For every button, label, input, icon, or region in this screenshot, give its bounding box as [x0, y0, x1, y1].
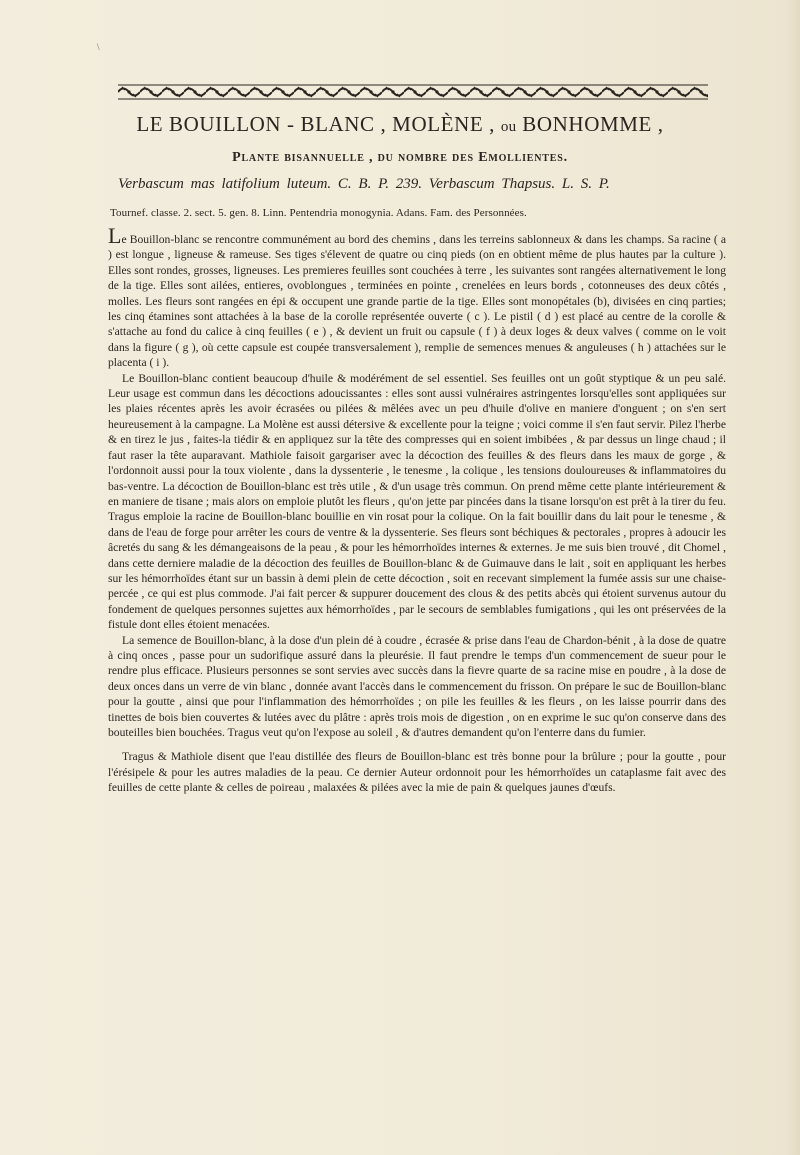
- title-main: LE BOUILLON - BLANC , MOLÈNE ,: [136, 112, 501, 136]
- page-mark: \: [97, 42, 100, 52]
- paragraph-2: Le Bouillon-blanc contient beaucoup d'huile & modérément de sel essentiel. Ses feuilles ont un goût styptique & un peu salé. Leur usage est commun dans les décoctions adoucissantes : elles sont aussi vulnéraires astringentes lorsqu'elles sont appliquées sur les plaies récentes après les avoir écrasées ou pilées & mêlées avec un peu d'huile d'olive en maniere d'onguent ; on s'en sert heureusement à la campagne. La Molène est aussi détersive & excellente pour la teigne ; voici comme il s'en faut servir. Pilez l'herbe & en tirez le jus , faites-la tiédir & en appliquez sur la tête des compresses qui en soient imbibées , & par dessus un linge chaud ; il faut raser la tête auparavant. Mathiole faisoit gargariser avec la décoction des feuilles & des fleurs dans les maux de gorge , & l'ordonnoit aussi pour la toux violente , dans la dyssenterie , le tenesme , la colique , les tensions douloureuses & inflammatoires du bas-ventre. La décoction de Bouillon-blanc est très utile , & d'un usage très commun. On prend même cette plante intérieurement & en maniere de tisane ; mais alors on emploie plutôt les fleurs , qu'on jette par pincées dans la tisane lorsqu'on est prêt à la tirer du feu. Tragus emploie la racine de Bouillon-blanc bouillie en vin rosat pour la colique. On la fait bouillir dans du lait pour le tenesme , & dans de l'eau de forge pour arrêter les cours de ventre & la dyssenterie. Ses fleurs sont béchiques & pectorales , propres à adoucir les âcretés du sang & les démangeaisons de la peau , & pour les hémorrhoïdes internes & externes. Je me suis bien trouvé , dit Chomel , dans cette derniere maladie de la décoction des feuilles de Bouillon-blanc & de Guimauve dans le lait , soit en appliquant les herbes sur les hémorrhoïdes étant sur un bassin à demi plein de cette décoction , soit en recevant simplement la fumée assis sur une chaise-percée , ce qui est plus commode. J'ai fait percer & suppurer doucement des clous & des petits abcès qui étoient survenus autour du fondement de quelques personnes sujettes aux hémorrhoïdes , par le secours de semblables fumigations , qui les ont préservées de la fistule dont elles étoient menacées.: [108, 371, 726, 632]
- page-edge-shadow: [786, 0, 800, 1155]
- title-connector: ou: [500, 119, 517, 135]
- article-body: [108, 223, 726, 796]
- title-end: BONHOMME ,: [516, 112, 664, 136]
- header-ornament: [118, 84, 708, 100]
- page-title: [0, 112, 800, 137]
- page-subtitle: Plante bisannuelle , du nombre des Emollientes.: [232, 150, 568, 165]
- botanical-synonyms: Verbascum mas latifolium luteum. C. B. P. 239. Verbascum Thapsus. L. S. P.: [118, 176, 610, 192]
- paragraph-3: La semence de Bouillon-blanc, à la dose d'un plein dé à coudre , écrasée & prise dans l'eau de Chardon-bénit , à la dose de quatre à cinq onces , passe pour un sudorifique assuré dans la pleurésie. Il faut prendre le temps d'un commencement de sueur pour le rendre plus efficace. Plusieurs personnes se sont servies avec succès dans la fievre quarte de sa racine mise en poudre , à la dose de deux onces dans un verre de vin blanc , donnée avant l'accès dans le commencement du frisson. On prépare le suc de Bouillon-blanc pour la goutte , ainsi que pour l'inflammation des hémorrhoïdes ; on pile les feuilles & les fleurs , on les laisse pourrir dans des tinettes de bois bien couvertes & lutées avec du plâtre : après trois mois de digestion , on en exprime le suc qu'on conserve dans des bouteilles bien bouchées. Tragus veut qu'on l'expose au soleil , & d'autres demandent qu'on l'enterre dans du fumier.: [108, 633, 726, 739]
- paragraph-1: [108, 223, 726, 371]
- paragraph-4: Tragus & Mathiole disent que l'eau distillée des fleurs de Bouillon-blanc est très bonne pour la brûlure ; pour la goutte , pour l'érésipele & pour les autres maladies de la peau. Ce dernier Auteur ordonnoit pour les hémorrhoïdes un cataplasme fait avec des feuilles de cette plante & celles de poireau , malaxées & pilées avec la mie de pain & quelques jaunes d'œufs.: [108, 750, 726, 795]
- paragraph-1-text: e Bouillon-blanc se rencontre communément au bord des chemins , dans les terreins sablonneux & dans les champs. Sa racine ( a ) est longue , ligneuse & rameuse. Ses tiges s'élevent de quatre ou cinq pieds (on en obtient même de plus hautes par la culture ). Elles sont rondes, grosses, ligneuses. Les premieres feuilles sont couchées à terre , les suivantes sont rangées alternativement le long de la tige. Elles sont ailées, entieres, ovoblongues , terminées en pointe , crenelées en leurs bords , cotonneuses des deux côtés , molles. Les fleurs sont rangées en épi & occupent une grande partie de la tige. Elles sont monopétales (b), divisées en cinq parties; les cinq étamines sont attachées à la base de la corolle représentée ouverte ( c ). Le pistil ( d ) est placé au centre de la corolle & s'attache au fond du calice à cinq feuilles ( e ) , & devient un fruit ou capsule ( f ) à deux loges & deux valves ( comme on le voit dans la figure ( g ), où cette capsule est coupée transversalement ), remplie de semences menues & anguleuses ( h ) attachées sur le placenta ( i ).: [108, 233, 726, 370]
- classification-line: Tournef. classe. 2. sect. 5. gen. 8. Linn. Pentendria monogynia. Adans. Fam. des Personnées.: [110, 207, 527, 219]
- drop-cap: L: [108, 223, 122, 248]
